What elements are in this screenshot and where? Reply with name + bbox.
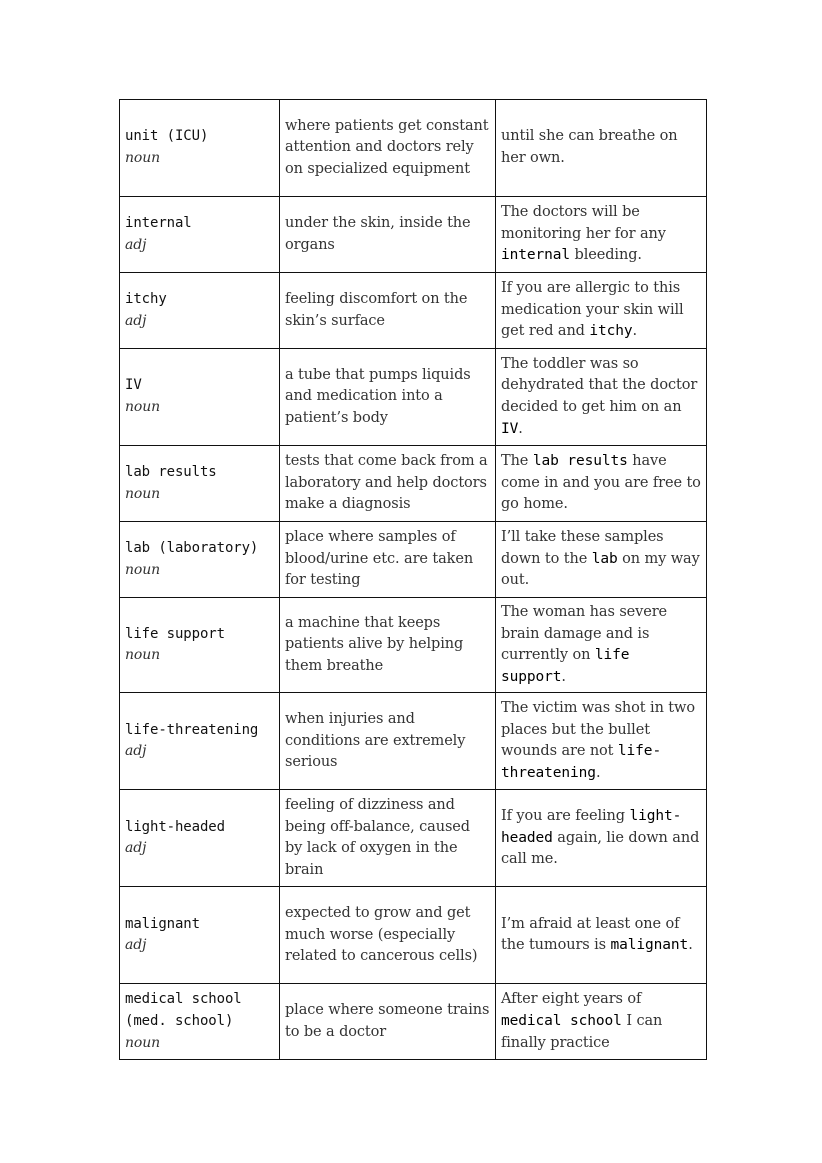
term-cell bbox=[120, 446, 280, 522]
term-word: lab results bbox=[125, 463, 217, 480]
table-row bbox=[120, 693, 707, 790]
table-row bbox=[120, 887, 707, 984]
example-text: until she can breathe on her own. bbox=[501, 128, 678, 166]
part-of-speech: noun bbox=[125, 561, 161, 578]
part-of-speech: noun bbox=[125, 399, 161, 415]
example-cell bbox=[496, 887, 707, 984]
term-cell bbox=[120, 598, 280, 693]
example-text: on my way out. bbox=[501, 550, 700, 589]
example-text: again, lie down and call me. bbox=[501, 829, 700, 868]
part-of-speech: noun bbox=[125, 1034, 161, 1051]
example-text: The doctors will be monitoring her for any bbox=[501, 204, 666, 242]
example-cell bbox=[496, 522, 707, 598]
example-cell bbox=[496, 790, 707, 887]
example-text: The bbox=[501, 453, 533, 470]
example-text: The toddler was so dehydrated that the doctor decided to get him on an bbox=[501, 355, 698, 415]
example-text: . bbox=[595, 764, 601, 781]
term-word: medical school (med. school) bbox=[125, 991, 242, 1030]
example-keyword: life support bbox=[501, 647, 630, 685]
definition-cell: expected to grow and get much worse (especially related to cancerous cells) bbox=[280, 887, 496, 984]
part-of-speech: adj bbox=[125, 743, 147, 760]
part-of-speech: adj bbox=[125, 312, 147, 329]
example-cell bbox=[496, 984, 707, 1060]
example-keyword: lab bbox=[591, 550, 618, 567]
example-keyword: malignant bbox=[610, 937, 689, 954]
part-of-speech: noun bbox=[125, 485, 161, 502]
example-text: . bbox=[688, 937, 693, 954]
definition-cell: a machine that keeps patients alive by helping them breathe bbox=[280, 598, 496, 693]
definition-cell: a tube that pumps liquids and medication into a patient’s body bbox=[280, 349, 496, 446]
term-cell bbox=[120, 273, 280, 349]
term-cell bbox=[120, 100, 280, 197]
table-row bbox=[120, 522, 707, 598]
term-cell bbox=[120, 693, 280, 790]
table-row bbox=[120, 984, 707, 1060]
term-word: light-headed bbox=[125, 818, 225, 835]
definition-cell: under the skin, inside the organs bbox=[280, 197, 496, 273]
term-cell bbox=[120, 887, 280, 984]
term-word: life-threatening bbox=[125, 721, 259, 738]
example-cell bbox=[496, 197, 707, 273]
example-keyword: internal bbox=[501, 247, 571, 264]
term-word: internal bbox=[125, 214, 192, 231]
part-of-speech: adj bbox=[125, 236, 147, 253]
definition-cell: when injuries and conditions are extremely serious bbox=[280, 693, 496, 790]
term-cell bbox=[120, 522, 280, 598]
example-text: . bbox=[561, 668, 566, 685]
example-cell bbox=[496, 349, 707, 446]
example-text: . bbox=[518, 420, 523, 437]
vocabulary-table-body bbox=[120, 100, 707, 1060]
definition-cell: where patients get constant attention and doctors rely on specialized equipment bbox=[280, 100, 496, 197]
definition-cell: tests that come back from a laboratory and help doctors make a diagnosis bbox=[280, 446, 496, 522]
part-of-speech: adj bbox=[125, 840, 147, 857]
table-row bbox=[120, 100, 707, 197]
part-of-speech: noun bbox=[125, 647, 161, 664]
example-text: . bbox=[632, 323, 638, 340]
term-cell bbox=[120, 984, 280, 1060]
term-cell bbox=[120, 349, 280, 446]
example-keyword: life-threatening bbox=[501, 743, 662, 781]
table-row bbox=[120, 598, 707, 693]
example-cell bbox=[496, 693, 707, 790]
term-word: malignant bbox=[125, 915, 200, 932]
term-word: lab (laboratory) bbox=[125, 539, 259, 556]
term-cell bbox=[120, 197, 280, 273]
example-text: have come in and you are free to go home. bbox=[501, 453, 701, 513]
example-text: I can finally practice bbox=[501, 1013, 663, 1051]
example-keyword: IV bbox=[501, 420, 519, 437]
part-of-speech: adj bbox=[125, 937, 147, 954]
example-text: If you are feeling bbox=[501, 807, 630, 824]
example-text: bleeding. bbox=[570, 247, 642, 264]
term-cell bbox=[120, 790, 280, 887]
definition-cell: place where samples of blood/urine etc. are taken for testing bbox=[280, 522, 496, 598]
definition-cell: place where someone trains to be a doctor bbox=[280, 984, 496, 1060]
table-row bbox=[120, 197, 707, 273]
table-row bbox=[120, 273, 707, 349]
table-row bbox=[120, 349, 707, 446]
part-of-speech: noun bbox=[125, 150, 161, 166]
example-cell bbox=[496, 446, 707, 522]
term-word: life support bbox=[125, 625, 225, 642]
example-keyword: lab results bbox=[532, 453, 628, 470]
example-keyword: light-headed bbox=[501, 807, 682, 846]
table-row bbox=[120, 790, 707, 887]
term-word: itchy bbox=[125, 290, 167, 307]
example-text: If you are allergic to this medication your skin will get red and bbox=[501, 280, 684, 340]
example-cell bbox=[496, 598, 707, 693]
example-keyword: medical school bbox=[501, 1013, 622, 1030]
term-word: IV bbox=[125, 377, 142, 394]
example-cell bbox=[496, 273, 707, 349]
example-text: The victim was shot in two places but the bullet wounds are not bbox=[501, 700, 695, 760]
example-text: The woman has severe brain damage and is currently on bbox=[501, 604, 668, 664]
example-text: After eight years of bbox=[501, 991, 642, 1008]
example-keyword: itchy bbox=[589, 323, 633, 340]
table-row bbox=[120, 446, 707, 522]
example-text: I’ll take these samples down to the bbox=[501, 529, 664, 567]
term-word: unit (ICU) bbox=[125, 128, 209, 145]
example-cell bbox=[496, 100, 707, 197]
example-text: I’m afraid at least one of the tumours is bbox=[501, 915, 680, 954]
definition-cell: feeling of dizziness and being off-balance, caused by lack of oxygen in the brain bbox=[280, 790, 496, 887]
vocabulary-table bbox=[119, 99, 707, 1060]
definition-cell: feeling discomfort on the skin’s surface bbox=[280, 273, 496, 349]
